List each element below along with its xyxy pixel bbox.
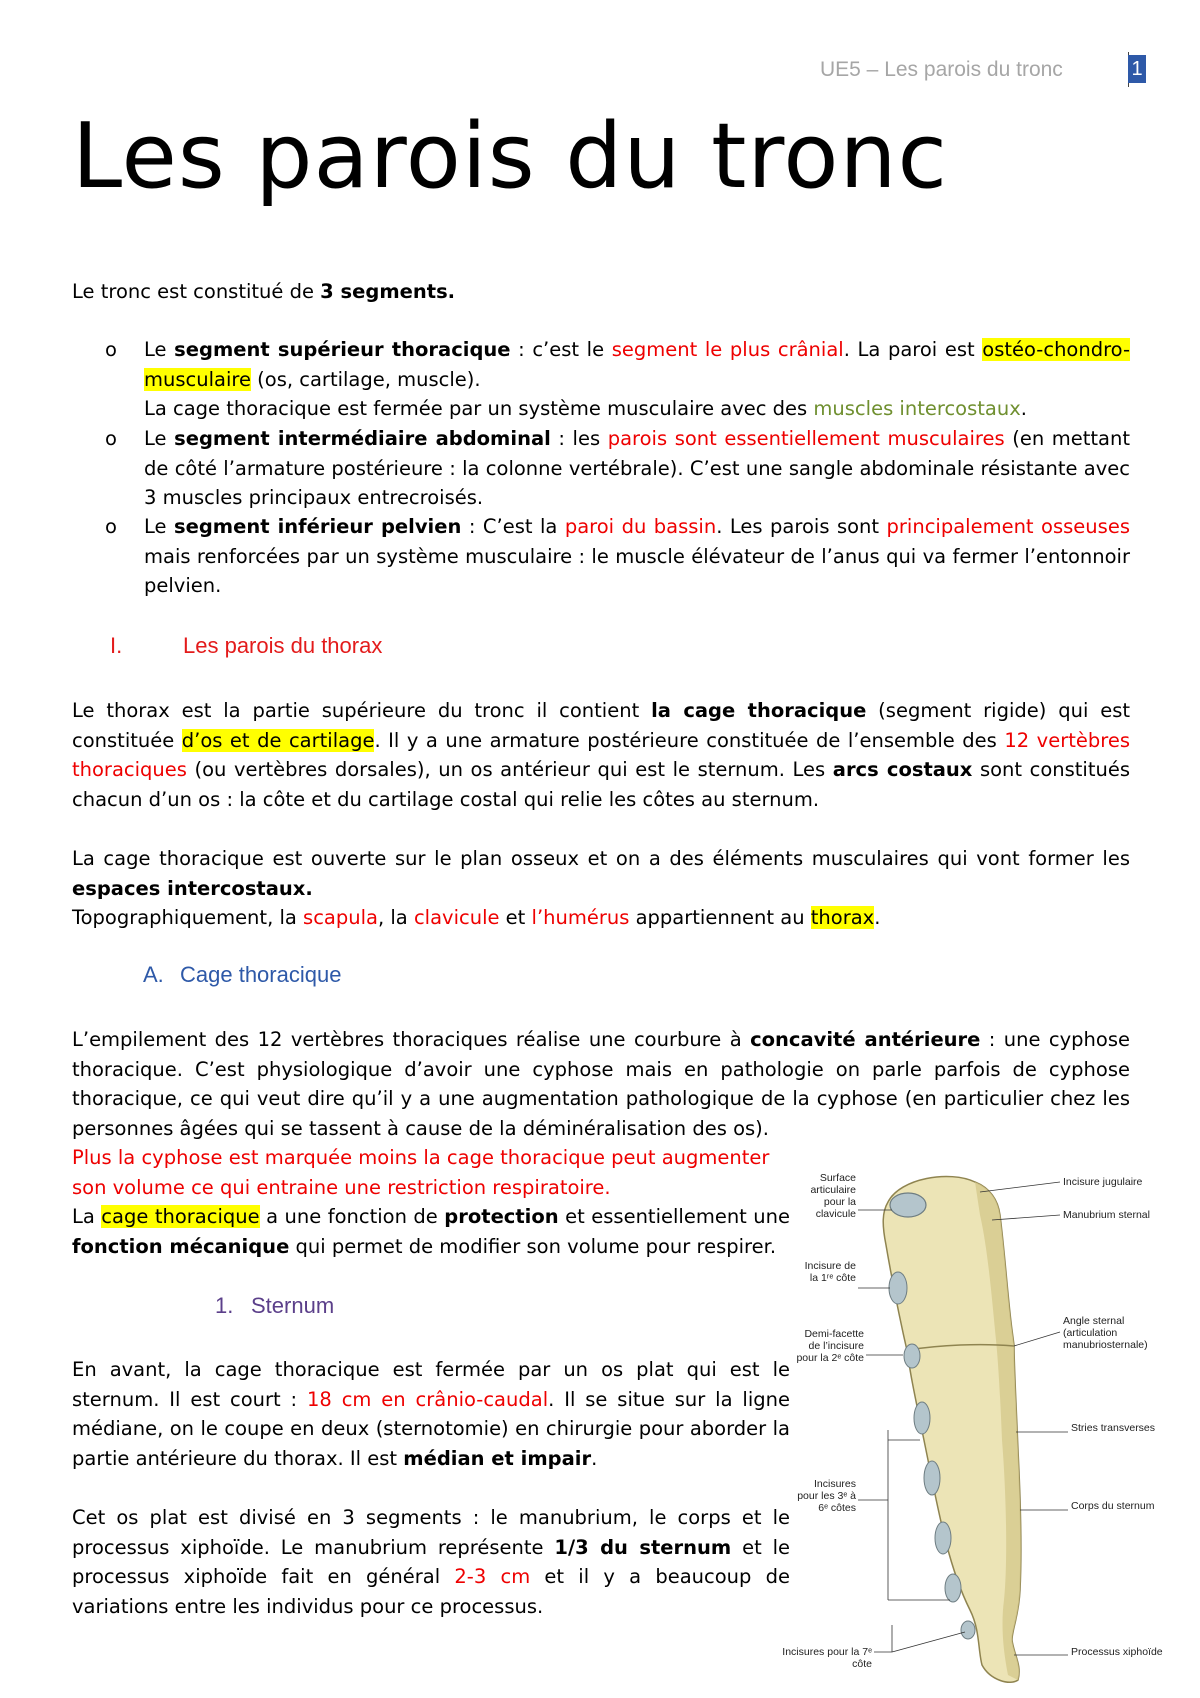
costal-notch-4 <box>924 1461 940 1495</box>
text: . <box>591 1446 598 1470</box>
text: (segment rigide) qui est constituée <box>72 699 1130 752</box>
text-green: muscles intercostaux <box>813 397 1021 420</box>
costal-notch-1 <box>889 1272 907 1304</box>
text-bold: arcs costaux <box>832 758 973 781</box>
label-first-rib-notch: Incisure de la 1ʳᵉ côte <box>804 1260 856 1284</box>
text: Topographiquement, la <box>72 906 304 929</box>
label-sternal-angle: Angle sternal (articulation manubriosternale) <box>1063 1315 1148 1351</box>
cage-paragraph-3 <box>72 1202 790 1261</box>
section-label: Sternum <box>251 1293 335 1318</box>
text: La <box>72 1205 102 1228</box>
text: et essentiellement une <box>558 1205 791 1228</box>
text: La cage thoracique est ouverte sur le plan osseux et on a des éléments musculaires qui vont former les <box>72 847 1130 870</box>
costal-notch-7 <box>961 1621 975 1639</box>
bullet-marker: o <box>105 515 117 538</box>
text-highlight: cage thoracique <box>101 1205 260 1228</box>
bullet-marker: o <box>105 427 117 450</box>
text: (os, cartilage, muscle). <box>250 367 481 391</box>
text-bold: protection <box>444 1205 559 1228</box>
text: : c’est le <box>510 338 612 361</box>
text: . Il y a une armature postérieure constituée de l’ensemble des <box>374 728 1005 752</box>
section-heading-sternum-number <box>215 1293 233 1319</box>
text: Le <box>144 515 174 538</box>
page-number: 1 <box>1128 55 1146 83</box>
bullet-marker: o <box>105 338 117 361</box>
text: et il y a beaucoup de variations entre les individus pour ce processus. <box>72 1565 791 1618</box>
text-bold: 1/3 du sternum <box>554 1535 732 1559</box>
cage-paragraph-1 <box>72 1025 1130 1143</box>
text: qui permet de modifier son volume pour respirer. <box>289 1234 777 1258</box>
sternum-paragraph-1 <box>72 1355 790 1473</box>
label-manubrium: Manubrium sternal <box>1063 1209 1150 1221</box>
text: Le <box>144 427 175 450</box>
text: . <box>874 906 881 929</box>
text: appartiennent au <box>629 906 811 929</box>
costal-notch-6 <box>945 1574 961 1602</box>
text-bold: espaces intercostaux. <box>72 876 313 900</box>
text-red: scapula <box>303 906 378 929</box>
intro-text-bold: 3 segments. <box>320 280 456 303</box>
clavicular-facet <box>890 1193 926 1217</box>
text: Le <box>144 338 175 361</box>
section-label: Les parois du thorax <box>183 633 383 658</box>
bullet-item-abdominal <box>144 424 1130 513</box>
section-heading-cage-number <box>143 962 164 988</box>
intro-paragraph <box>72 277 1130 307</box>
text: La cage thoracique est fermée par un système musculaire avec des <box>144 397 814 420</box>
intro-text: Le tronc est constitué de <box>72 280 321 303</box>
text-red: 18 cm en crânio-caudal <box>307 1387 549 1411</box>
text-red: clavicule <box>413 906 500 929</box>
text-red: 2-3 cm <box>454 1565 531 1588</box>
costal-notch-3 <box>914 1402 930 1434</box>
text-red: principalement osseuses <box>886 515 1130 538</box>
label-second-rib-facet: Demi-facette de l’incisure pour la 2ᵉ côte <box>796 1328 864 1364</box>
text: et <box>499 906 532 929</box>
text-red: 12 vertèbres thoraciques <box>72 728 1131 781</box>
label-seventh-rib-notch: Incisures pour la 7ᵉ côte <box>782 1646 872 1670</box>
text: . <box>1020 397 1027 420</box>
text-bold: segment supérieur thoracique <box>174 338 511 361</box>
text-bold: médian et impair <box>403 1446 592 1470</box>
text: . Les parois sont <box>716 515 887 538</box>
text: a une fonction de <box>259 1205 445 1228</box>
text-bold: concavité antérieure <box>750 1028 981 1051</box>
text-bold: fonction mécanique <box>72 1234 290 1258</box>
text-red: segment le plus crânial <box>611 338 844 361</box>
text-bold: segment inférieur pelvien <box>174 515 462 538</box>
bullet-item-thoracic <box>144 335 1130 424</box>
text: Le thorax est la partie supérieure du tronc il contient <box>72 699 652 722</box>
text: sont constitués chacun d’un os : la côte et du cartilage costal qui relie les côtes au sternum. <box>72 758 1131 811</box>
text: et le processus xiphoïde fait en général <box>72 1535 790 1588</box>
thorax-paragraph-1 <box>72 696 1130 814</box>
label-clavicular-surface: Surface articulaire pour la clavicule <box>810 1172 856 1220</box>
document-title: Les parois du tronc <box>72 104 948 209</box>
cage-paragraph-2: Plus la cyphose est marquée moins la cage thoracique peut augmenter son volume ce qui entraine une restriction respiratoire. <box>72 1146 770 1199</box>
text: . La paroi est <box>843 338 983 361</box>
text: (en mettant de côté l’armature postérieure : la colonne vertébrale). C’est une sangle abdominale résistante avec 3 muscles principaux entrecroisés. <box>144 427 1131 509</box>
text: : C’est la <box>461 515 565 538</box>
thorax-paragraph-3 <box>72 903 1130 933</box>
text: , la <box>377 906 414 929</box>
label-rib-notches-3-6: Incisures pour les 3ᵉ à 6ᵉ côtes <box>797 1478 856 1514</box>
text-red: paroi du bassin <box>564 515 717 538</box>
section-heading-cage-label <box>180 962 341 988</box>
text-highlight: ostéo-chondro-musculaire <box>144 338 1131 391</box>
section-number: I. <box>110 633 123 658</box>
label-transverse-ridges: Stries transverses <box>1071 1422 1156 1434</box>
text: . Il se situe sur la ligne médiane, on le coupe en deux (sternotomie) en chirurgie pour aborder la partie antérieure du thorax. Il est <box>72 1387 790 1470</box>
section-number: 1. <box>215 1293 234 1318</box>
text-highlight: d’os et de cartilage <box>181 728 375 752</box>
text-red: parois sont essentiellement musculaires <box>607 427 1005 450</box>
text: (ou vertèbres dorsales), un os antérieur qui est le sternum. Les <box>186 758 833 781</box>
text: : une cyphose thoracique. C’est physiologique d’avoir une cyphose mais en pathologie on parle parfois de cyphose thoracique, ce qui veut dire qu’il y a une augmentation pathologique de la cyphose (en particulier chez les personnes âgées qui se tassent à cause de la déminéralisation des os). <box>72 1028 1130 1140</box>
text: L’empilement des 12 vertèbres thoraciques réalise une courbure à <box>72 1028 751 1051</box>
bullet-item-pelvic <box>144 512 1130 601</box>
text-bold: la cage thoracique <box>651 699 867 722</box>
costal-notch-2 <box>904 1344 920 1368</box>
label-jugular-notch: Incisure jugulaire <box>1063 1176 1143 1188</box>
text-red: l’humérus <box>531 906 630 929</box>
section-label: Cage thoracique <box>180 962 342 987</box>
costal-notch-5 <box>935 1522 951 1554</box>
running-header: UE5 – Les parois du tronc <box>820 58 1063 81</box>
section-heading-sternum-label <box>251 1293 334 1319</box>
text: : les <box>550 427 608 450</box>
thorax-paragraph-2 <box>72 844 1130 903</box>
section-heading-thorax <box>110 633 122 659</box>
text: mais renforcées par un système musculaire : le muscle élévateur de l’anus qui va fermer l’entonnoir pelvien. <box>144 544 1130 597</box>
sternum-figure <box>782 1160 1170 1690</box>
label-xiphoid-process: Processus xiphoïde <box>1071 1646 1163 1658</box>
text: Cet os plat est divisé en 3 segments : le manubrium, le corps et le processus xiphoïde. Le manubrium représente <box>72 1506 790 1559</box>
text-bold: segment intermédiaire abdominal <box>174 427 551 450</box>
label-sternum-body: Corps du sternum <box>1071 1500 1155 1512</box>
section-heading-thorax-label <box>183 633 382 659</box>
section-number: A. <box>143 962 164 987</box>
sternum-paragraph-2 <box>72 1503 790 1621</box>
text-highlight: thorax <box>810 906 875 929</box>
text: En avant, la cage thoracique est fermée par un os plat qui est le sternum. Il est court : <box>72 1358 790 1411</box>
